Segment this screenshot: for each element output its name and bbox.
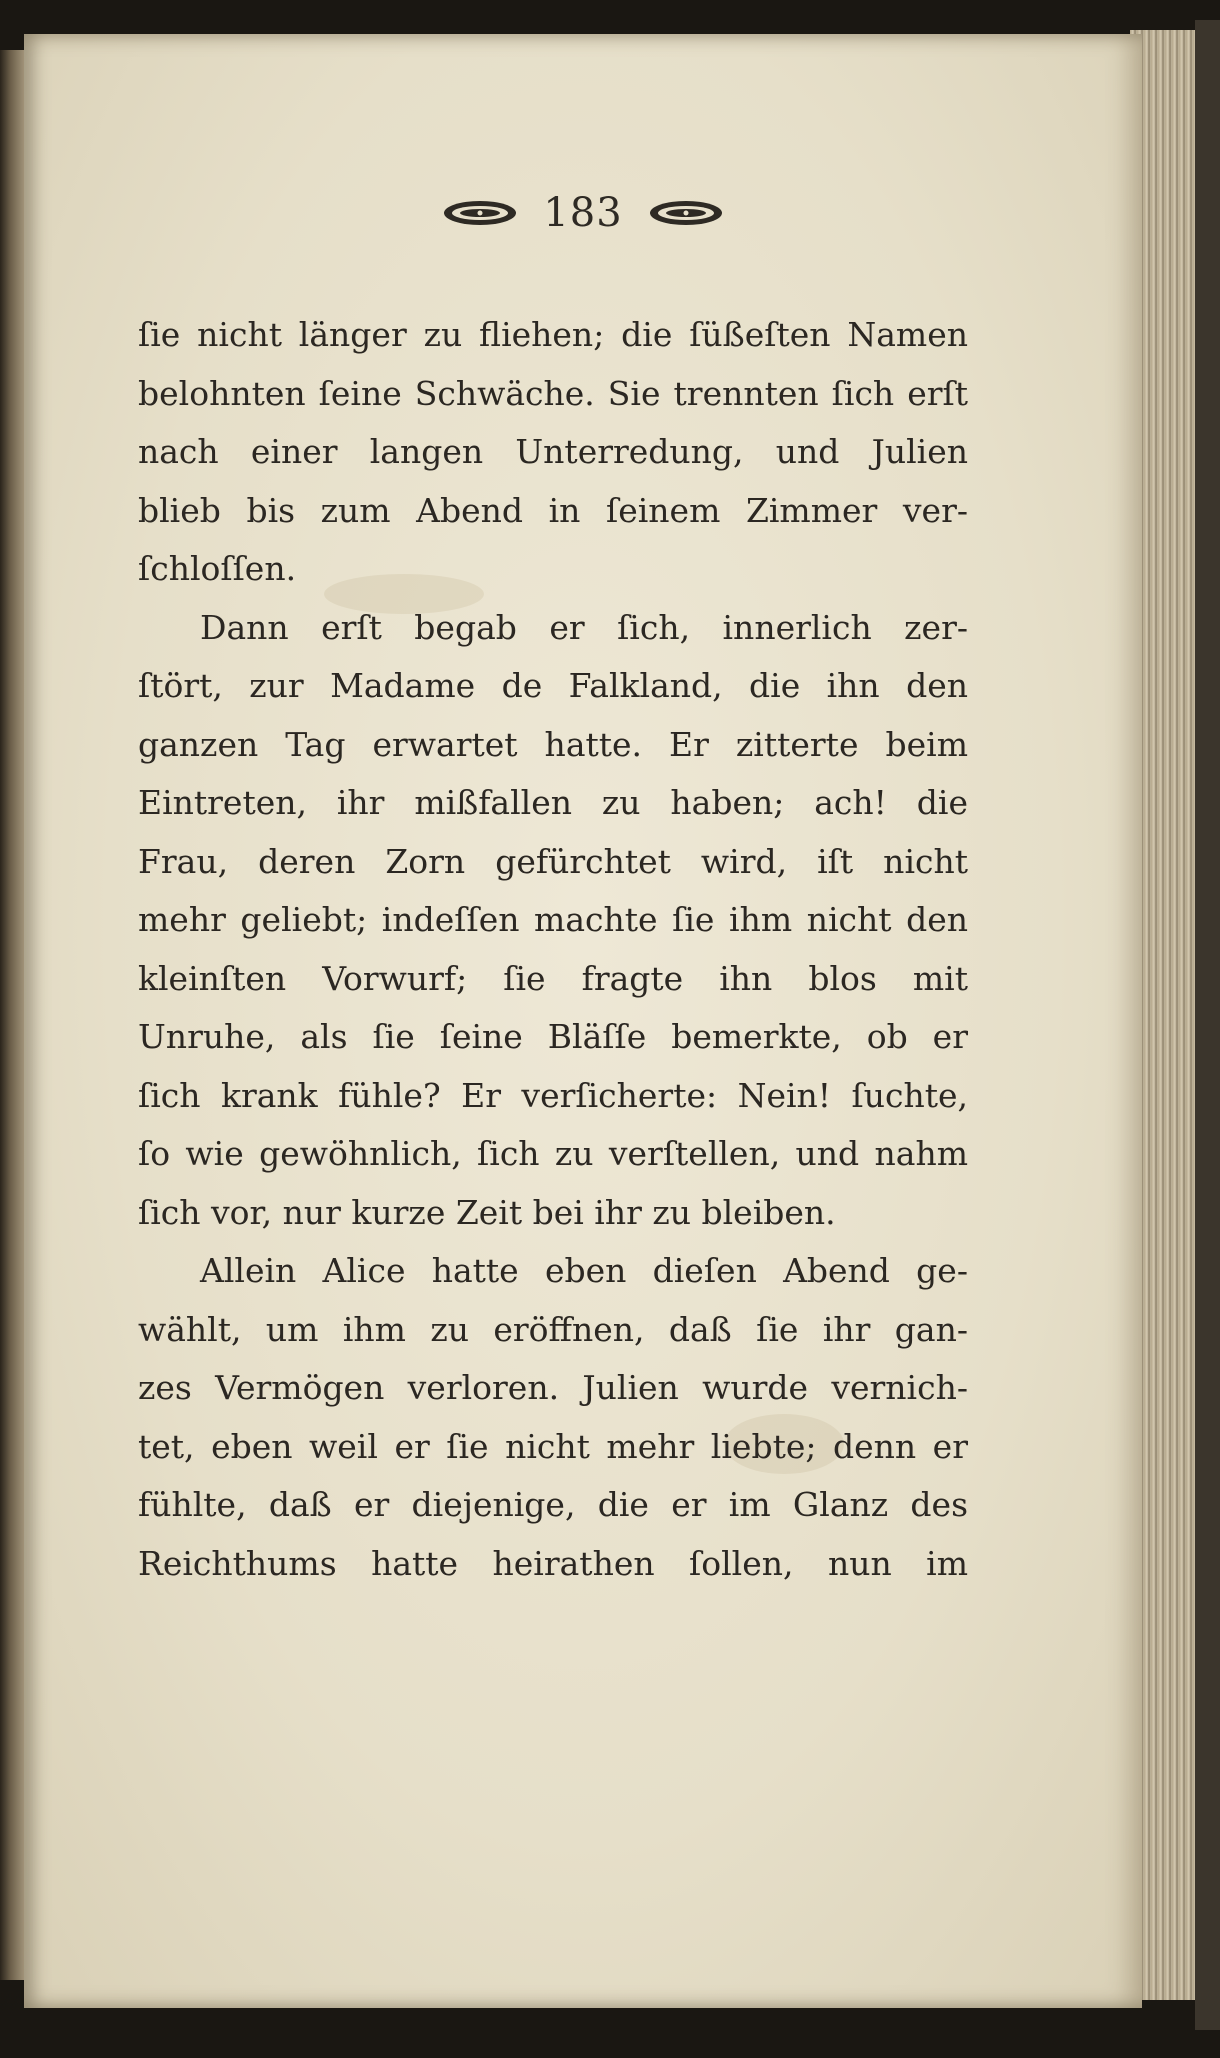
page-number: 183 xyxy=(543,190,623,236)
text-line: Unruhe, als ſie ſeine Bläſſe bemerkte, ob er xyxy=(138,1017,968,1056)
text-line: Frau, deren Zorn gefürchtet wird, iſt nicht xyxy=(138,841,968,881)
previous-page-edge xyxy=(0,50,26,1980)
text-line: Allein Alice hatte eben dieſen Abend ge- xyxy=(200,1251,968,1290)
text-line: kleinſten Vorwurf; ſie fragte ihn blos mit xyxy=(138,958,968,998)
text-line: Reichthums hatte heirathen ſollen, nun im xyxy=(138,1543,968,1583)
text-line: ſchloſſen. xyxy=(138,549,297,588)
book-cover-edge xyxy=(1195,20,1220,2030)
text-line: blieb bis zum Abend in ſeinem Zimmer ver- xyxy=(138,490,968,530)
text-line: belohnten ſeine Schwäche. Sie trennten ſich erſt xyxy=(138,373,968,413)
text-line: ſtört, zur Madame de Falkland, die ihn den xyxy=(138,666,968,705)
text-line: Dann erſt begab er ſich, innerlich zer- xyxy=(200,607,968,647)
text-line: mehr geliebt; indeſſen machte ſie ihm nicht den xyxy=(138,900,968,939)
text-line: fühlte, daß er diejenige, die er im Glanz des xyxy=(138,1485,968,1524)
text-line: Eintreten, ihr mißfallen zu haben; ach! die xyxy=(138,783,968,822)
right-ornament-icon xyxy=(648,198,724,228)
text-line: zes Vermögen verloren. Julien wurde vernich- xyxy=(138,1368,968,1407)
page-header xyxy=(24,190,1142,250)
text-line: tet, eben weil er ſie nicht mehr liebte; denn er xyxy=(138,1426,968,1466)
book-page xyxy=(24,34,1142,2008)
text-line: nach einer langen Unterredung, und Julien xyxy=(138,432,968,471)
text-line: wählt, um ihm zu eröffnen, daß ſie ihr gan- xyxy=(138,1309,968,1349)
text-line: ſie nicht länger zu fliehen; die ſüßeſten Namen xyxy=(138,315,968,354)
left-ornament-icon xyxy=(442,198,518,228)
body-text xyxy=(138,306,968,1593)
text-line: ſo wie gewöhnlich, ſich zu verſtellen, und nahm xyxy=(138,1134,968,1173)
text-line: ſich vor, nur kurze Zeit bei ihr zu bleiben. xyxy=(138,1192,836,1232)
text-line: ſich krank fühle? Er verſicherte: Nein! ſuchte, xyxy=(138,1075,968,1115)
text-line: ganzen Tag erwartet hatte. Er zitterte beim xyxy=(138,724,968,764)
